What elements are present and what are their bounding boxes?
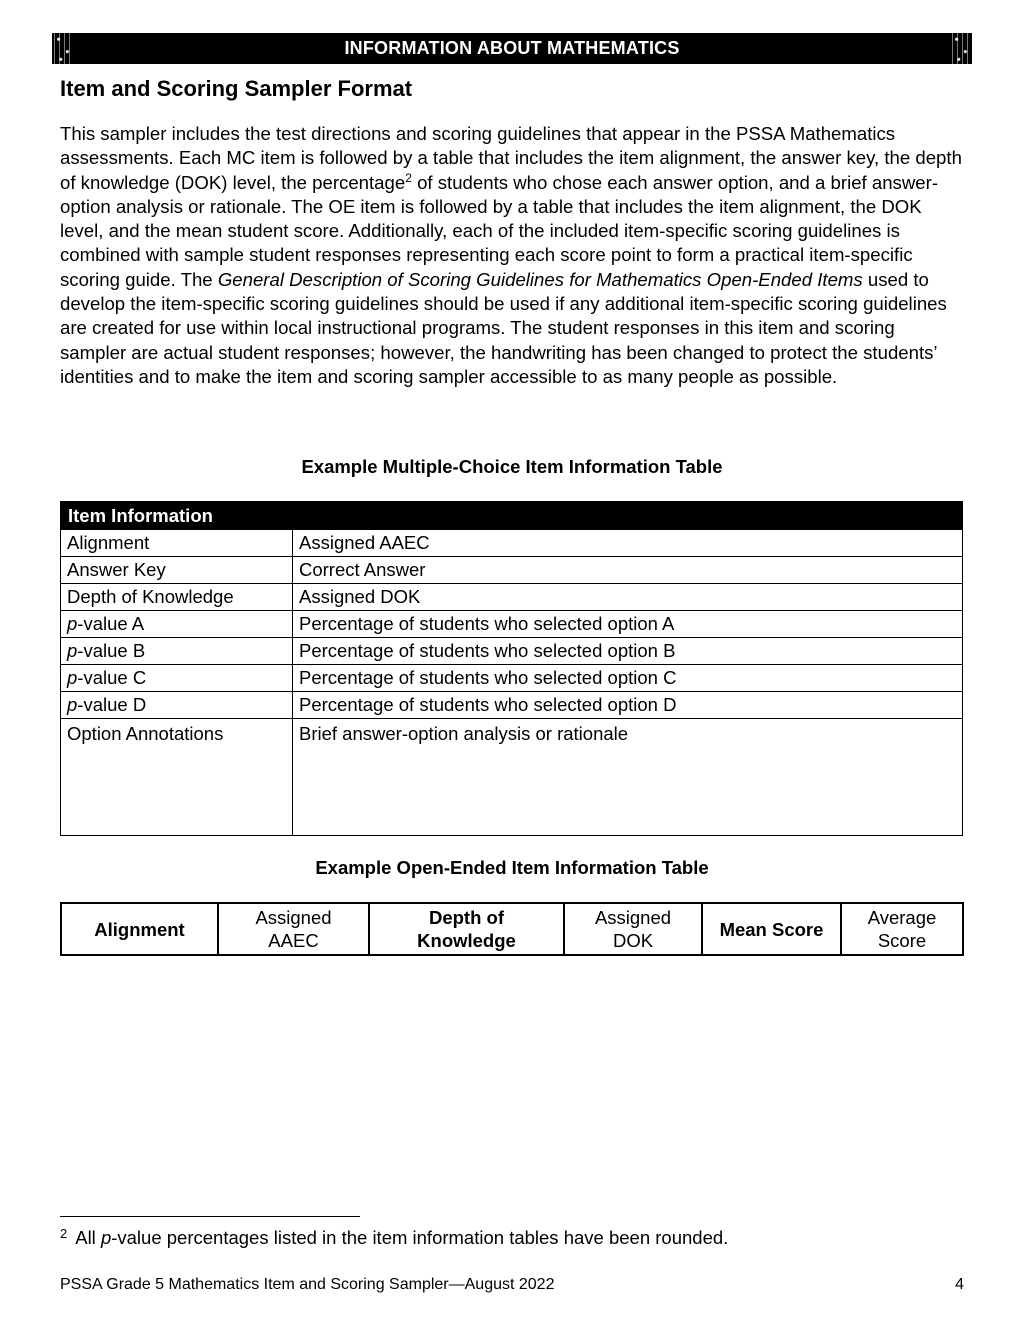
footnote-divider (60, 1216, 360, 1217)
section-title: Item and Scoring Sampler Format (60, 76, 413, 101)
mc-item-info-table (60, 501, 963, 836)
row-value: Assigned DOK (293, 584, 963, 611)
cell-line: Knowledge (417, 930, 516, 951)
average-score-cell (841, 903, 963, 955)
footnote-mark: 2 (60, 1226, 68, 1241)
table-row (61, 719, 963, 836)
mean-score-cell: Mean Score (702, 903, 841, 955)
assigned-dok-cell (564, 903, 702, 955)
row-label-text: -value B (77, 640, 146, 661)
row-value: Correct Answer (293, 557, 963, 584)
row-label (61, 692, 293, 719)
table-row (61, 665, 963, 692)
footnote-italic: p (100, 1227, 112, 1248)
row-value: Percentage of students who selected option B (293, 638, 963, 665)
footnote (60, 1226, 728, 1249)
cell-line: Average (867, 907, 937, 928)
assigned-aaec-cell (218, 903, 369, 955)
footnote-ref: 2 (405, 170, 412, 185)
intro-paragraph (60, 122, 965, 389)
table-row (61, 557, 963, 584)
row-label (61, 611, 293, 638)
banner-texture-left (52, 33, 74, 64)
alignment-cell: Alignment (61, 903, 218, 955)
row-label: Depth of Knowledge (61, 584, 293, 611)
banner-title: INFORMATION ABOUT MATHEMATICS (344, 38, 680, 58)
p-italic: p (67, 640, 78, 661)
intro-text-1: This sampler includes the test directions and scoring guidelines that appear in the PSSA Mathematics assessments. Each MC item is followed by a table that includes the item alignment, the answer key, the depth of knowledge (DOK) level, the percentage (60, 123, 962, 193)
table-row (61, 903, 963, 955)
table-header-row (61, 502, 963, 530)
oe-table-caption: Example Open-Ended Item Information Table (315, 857, 709, 878)
row-label: Alignment (61, 530, 293, 557)
row-label (61, 665, 293, 692)
intro-text-3: used to develop the item-specific scoring guidelines should be used if any additional item-specific scoring guidelines are created for use within local instructional programs. The student responses in this item and scoring sampler are actual student responses; however, the handwriting has been changed to protect the students’ identities and to make the item and scoring sampler accessible to as many people as possible. (60, 268, 947, 387)
page-number: 4 (955, 1276, 964, 1293)
p-italic: p (67, 667, 78, 688)
row-value: Percentage of students who selected option A (293, 611, 963, 638)
cell-line: DOK (612, 930, 654, 951)
row-label: Answer Key (61, 557, 293, 584)
table-row (61, 692, 963, 719)
table-header: Item Information (61, 502, 963, 530)
cell-line: Assigned (255, 907, 332, 928)
row-value: Brief answer-option analysis or rationale (293, 719, 963, 836)
row-label: Option Annotations (61, 719, 293, 836)
row-value: Percentage of students who selected option C (293, 665, 963, 692)
p-italic: p (67, 613, 78, 634)
dok-cell (369, 903, 564, 955)
intro-italic-title: General Description of Scoring Guidelines for Mathematics Open-Ended Items (217, 268, 863, 290)
table-row (61, 638, 963, 665)
cell-line: Depth of (428, 907, 504, 928)
page-banner (52, 33, 972, 64)
table-row (61, 611, 963, 638)
cell-line: Assigned (594, 907, 672, 928)
banner-texture-right (950, 33, 972, 64)
cell-line: Score (877, 930, 927, 951)
intro-text-2: of students who chose each answer option, and a brief answer-option analysis or rationale. The OE item is followed by a table that includes the item alignment, the DOK level, and the mean student score. Additionally, each of the included item-specific scoring guidelines is combined with sample student responses representing each score point to form a practical item-specific scoring guide. The (60, 171, 939, 290)
footnote-text-pre: All (75, 1227, 101, 1248)
row-value: Assigned AAEC (293, 530, 963, 557)
mc-table-caption: Example Multiple-Choice Item Information Table (301, 456, 723, 477)
footer-title: PSSA Grade 5 Mathematics Item and Scoring Sampler—August 2022 (60, 1276, 555, 1293)
table-row (61, 584, 963, 611)
table-row (61, 530, 963, 557)
row-label-text: -value A (77, 613, 145, 634)
footnote-text-post: -value percentages listed in the item information tables have been rounded. (111, 1227, 729, 1248)
row-label-text: -value C (77, 667, 147, 688)
row-value: Percentage of students who selected option D (293, 692, 963, 719)
oe-item-info-table (60, 902, 964, 956)
row-label (61, 638, 293, 665)
row-label-text: -value D (77, 694, 147, 715)
cell-line: AAEC (268, 930, 319, 951)
p-italic: p (67, 694, 78, 715)
